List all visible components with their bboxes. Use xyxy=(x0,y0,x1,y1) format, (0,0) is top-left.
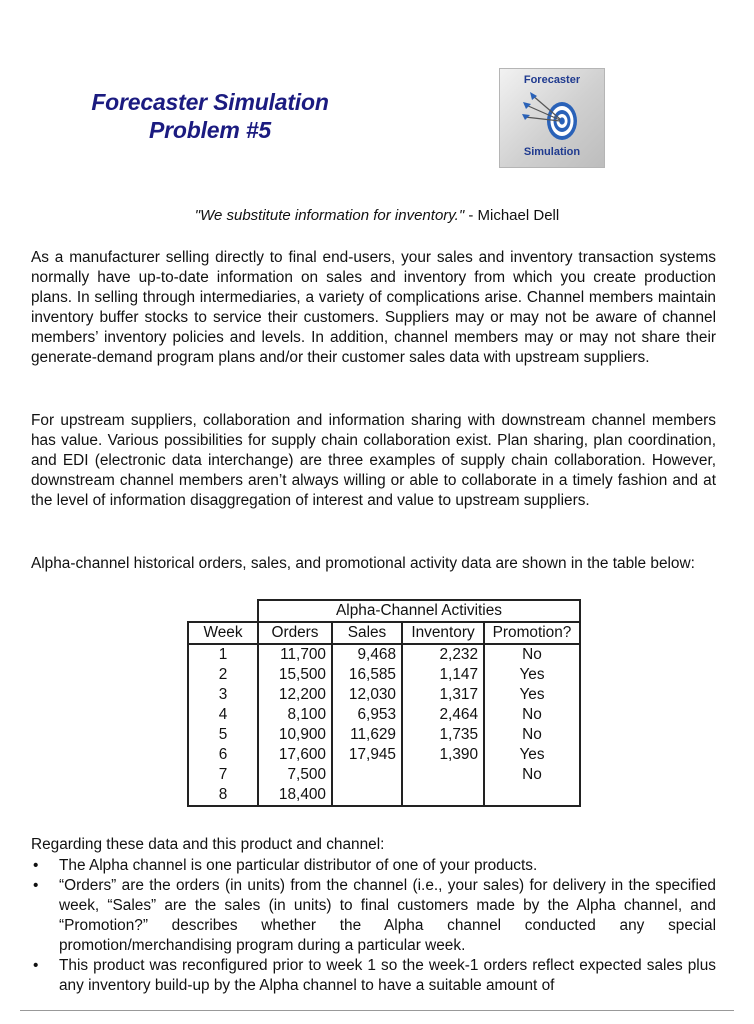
table-row xyxy=(188,745,580,765)
cell-week: 1 xyxy=(188,644,258,665)
bullet-icon: • xyxy=(33,957,39,974)
cell-inventory xyxy=(402,765,484,785)
quote-attribution: - Michael Dell xyxy=(464,207,560,224)
list-item-text: This product was reconfigured prior to week 1 so the week-1 orders reflect expected sales plus any inventory build-up by the Alpha channel to have a suitable amount of xyxy=(59,957,716,994)
bullet-icon: • xyxy=(33,877,39,894)
cell-inventory: 2,232 xyxy=(402,644,484,665)
table-header-row xyxy=(188,622,580,644)
cell-inventory: 1,147 xyxy=(402,665,484,685)
table-row xyxy=(188,725,580,745)
cell-orders: 10,900 xyxy=(258,725,332,745)
cell-promotion: No xyxy=(484,765,580,785)
cell-promotion xyxy=(484,785,580,806)
cell-sales: 6,953 xyxy=(332,705,402,725)
cell-week: 2 xyxy=(188,665,258,685)
header-orders: Orders xyxy=(258,622,332,644)
list-item xyxy=(31,876,716,956)
cell-sales: 16,585 xyxy=(332,665,402,685)
cell-week: 4 xyxy=(188,705,258,725)
table-row xyxy=(188,765,580,785)
document-title xyxy=(60,88,360,144)
table-row xyxy=(188,644,580,665)
table-caption-row xyxy=(188,600,580,622)
cell-sales: 11,629 xyxy=(332,725,402,745)
cell-promotion: No xyxy=(484,725,580,745)
cell-inventory: 2,464 xyxy=(402,705,484,725)
cell-week: 3 xyxy=(188,685,258,705)
target-with-arrows-icon xyxy=(522,91,584,145)
cell-orders: 15,500 xyxy=(258,665,332,685)
page-bottom-divider xyxy=(20,1010,734,1011)
table-caption: Alpha-Channel Activities xyxy=(258,600,580,622)
list-item-text: The Alpha channel is one particular distributor of one of your products. xyxy=(59,857,538,874)
header-promotion: Promotion? xyxy=(484,622,580,644)
cell-week: 7 xyxy=(188,765,258,785)
logo-bottom-text: Simulation xyxy=(523,146,581,158)
cell-promotion: Yes xyxy=(484,745,580,765)
cell-week: 5 xyxy=(188,725,258,745)
cell-sales xyxy=(332,765,402,785)
quote-text: "We substitute information for inventory." xyxy=(194,207,465,224)
cell-promotion: Yes xyxy=(484,665,580,685)
paragraph-collaboration: For upstream suppliers, collaboration and information sharing with downstream channel members has value. Various possibilities for supply chain collaboration exist. Plan sharing, plan coordination, and EDI (electronic data interchange) are three examples of supply chain collaboration. However, downstream channel members aren’t always willing or able to collaborate in a timely fashion and at the level of information disaggregation of interest and value to upstream suppliers. xyxy=(31,412,716,509)
cell-orders: 12,200 xyxy=(258,685,332,705)
forecaster-simulation-logo xyxy=(499,68,605,168)
paragraph-table-intro: Alpha-channel historical orders, sales, and promotional activity data are shown in the table below: xyxy=(31,555,695,572)
bullet-icon: • xyxy=(33,857,39,874)
cell-week: 8 xyxy=(188,785,258,806)
cell-orders: 8,100 xyxy=(258,705,332,725)
title-line-1: Forecaster Simulation xyxy=(91,89,329,115)
header-sales: Sales xyxy=(332,622,402,644)
cell-inventory: 1,735 xyxy=(402,725,484,745)
table-row xyxy=(188,665,580,685)
alpha-channel-table xyxy=(187,599,581,807)
notes-lead: Regarding these data and this product and channel: xyxy=(31,836,385,853)
cell-week: 6 xyxy=(188,745,258,765)
table-row xyxy=(188,705,580,725)
cell-inventory: 1,317 xyxy=(402,685,484,705)
header-inventory: Inventory xyxy=(402,622,484,644)
cell-orders: 7,500 xyxy=(258,765,332,785)
cell-promotion: No xyxy=(484,705,580,725)
notes-list xyxy=(31,856,716,996)
list-item-text: “Orders” are the orders (in units) from the channel (i.e., your sales) for delivery in the specified week, “Sales” are the sales (in units) to final customers made by the Alpha channel, and “Promotion?” describes whether the Alpha channel conducted any special promotion/merchandising program during a particular week. xyxy=(59,877,716,954)
cell-orders: 11,700 xyxy=(258,644,332,665)
cell-sales xyxy=(332,785,402,806)
title-line-2: Problem #5 xyxy=(149,117,271,143)
cell-sales: 12,030 xyxy=(332,685,402,705)
list-item xyxy=(31,956,716,996)
cell-sales: 17,945 xyxy=(332,745,402,765)
cell-promotion: Yes xyxy=(484,685,580,705)
epigraph-quote xyxy=(0,207,754,224)
cell-inventory xyxy=(402,785,484,806)
header-week: Week xyxy=(188,622,258,644)
cell-orders: 17,600 xyxy=(258,745,332,765)
paragraph-intro: As a manufacturer selling directly to final end-users, your sales and inventory transaction systems normally have up-to-date information on sales and inventory from which you create production plans. In selling through intermediaries, a variety of complications arise. Channel members maintain inventory buffer stocks to service their customers. Suppliers may or may not be aware of channel members’ inventory policies and levels. In addition, channel members may or may not share their generate-demand program plans and/or their customer sales data with upstream suppliers. xyxy=(31,249,716,366)
table-row xyxy=(188,685,580,705)
cell-sales: 9,468 xyxy=(332,644,402,665)
table-row xyxy=(188,785,580,806)
cell-orders: 18,400 xyxy=(258,785,332,806)
logo-top-text: Forecaster xyxy=(523,74,581,86)
list-item xyxy=(31,856,716,876)
cell-inventory: 1,390 xyxy=(402,745,484,765)
cell-promotion: No xyxy=(484,644,580,665)
